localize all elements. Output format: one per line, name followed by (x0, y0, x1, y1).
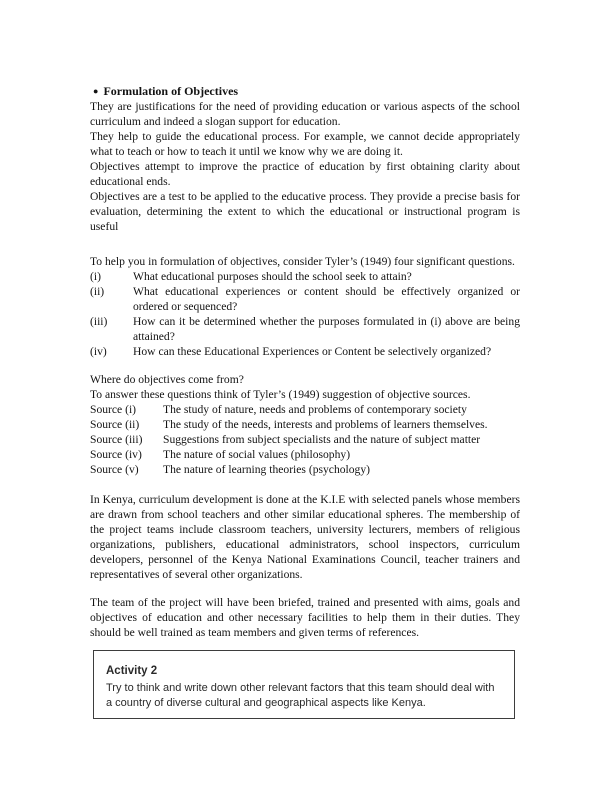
sources-intro: To answer these questions think of Tyler’s (1949) suggestion of objective sources. (90, 388, 471, 401)
question-item (90, 269, 520, 284)
tyler-intro-paragraph: To help you in formulation of objectives, consider Tyler’s (1949) four significant questions. (90, 255, 515, 268)
spacer (90, 582, 520, 595)
question-text: How can these Educational Experiences or Content be selectively organized? (133, 345, 492, 358)
source-item (90, 462, 520, 477)
section-heading-text: Formulation of Objectives (103, 84, 239, 98)
question-item (90, 284, 520, 314)
source-label: Source (v) (90, 463, 139, 476)
source-text: Suggestions from subject specialists and the nature of subject matter (163, 433, 481, 446)
source-item (90, 417, 520, 432)
question-label: (iii) (90, 315, 108, 328)
activity-text: Try to think and write down other relevant factors that this team should deal with a country of diverse cultural and geographical aspects like Kenya. (106, 682, 495, 709)
activity-box (93, 650, 515, 719)
source-text: The study of nature, needs and problems of contemporary society (163, 403, 467, 416)
source-item (90, 432, 520, 447)
spacer (90, 359, 520, 372)
source-label: Source (iii) (90, 433, 143, 446)
source-label: Source (i) (90, 403, 137, 416)
source-text: The study of the needs, interests and problems of learners themselves. (163, 418, 488, 431)
source-item (90, 447, 520, 462)
question-label: (i) (90, 270, 101, 283)
sources-heading: Where do objectives come from? (90, 373, 244, 386)
source-text: The nature of learning theories (psychology) (163, 463, 371, 476)
spacer (90, 640, 520, 650)
spacer (90, 234, 520, 254)
paragraph-justification: They are justifications for the need of providing education or various aspects of the school curriculum and indeed a slogan support for education. (90, 100, 520, 128)
source-label: Source (iv) (90, 448, 142, 461)
paragraph-guidance: They help to guide the educational process. For example, we cannot decide appropriately what to teach or how to teach it until we know why we are doing it. (90, 130, 520, 158)
bullet-icon: ● (93, 86, 99, 96)
paragraph-practice: Objectives attempt to improve the practice of education by first obtaining clarity about educational ends. (90, 160, 520, 188)
question-item (90, 314, 520, 344)
question-text: How can it be determined whether the purposes formulated in (i) above are being attained? (133, 315, 520, 343)
page-content (90, 84, 520, 719)
paragraph-evaluation: Objectives are a test to be applied to the educative process. They provide a precise basis for evaluation, determining the extent to which the educational or instructional program is useful (90, 190, 520, 233)
source-label: Source (ii) (90, 418, 140, 431)
section-heading (90, 84, 520, 99)
question-label: (iv) (90, 345, 107, 358)
team-paragraph: The team of the project will have been briefed, trained and presented with aims, goals and objectives of education and other necessary facilities to help them in their duties. They should be well trained as team members and given terms of references. (90, 596, 520, 639)
question-item (90, 344, 520, 359)
source-item (90, 402, 520, 417)
activity-title: Activity 2 (106, 665, 158, 677)
question-label: (ii) (90, 285, 105, 298)
spacer (90, 477, 520, 492)
source-text: The nature of social values (philosophy) (163, 448, 351, 461)
kenya-paragraph: In Kenya, curriculum development is done at the K.I.E with selected panels whose members are drawn from school teachers and other similar educational spheres. The membership of the project teams include classroom teachers, university lecturers, members of religious organizations, publishers, educational administrators, school inspectors, curriculum developers, personnel of the Kenya National Examinations Council, teacher trainers and representatives of several other organizations. (90, 493, 520, 581)
question-text: What educational purposes should the school seek to attain? (133, 270, 412, 283)
question-text: What educational experiences or content should be effectively organized or ordered or sequenced? (133, 285, 520, 313)
